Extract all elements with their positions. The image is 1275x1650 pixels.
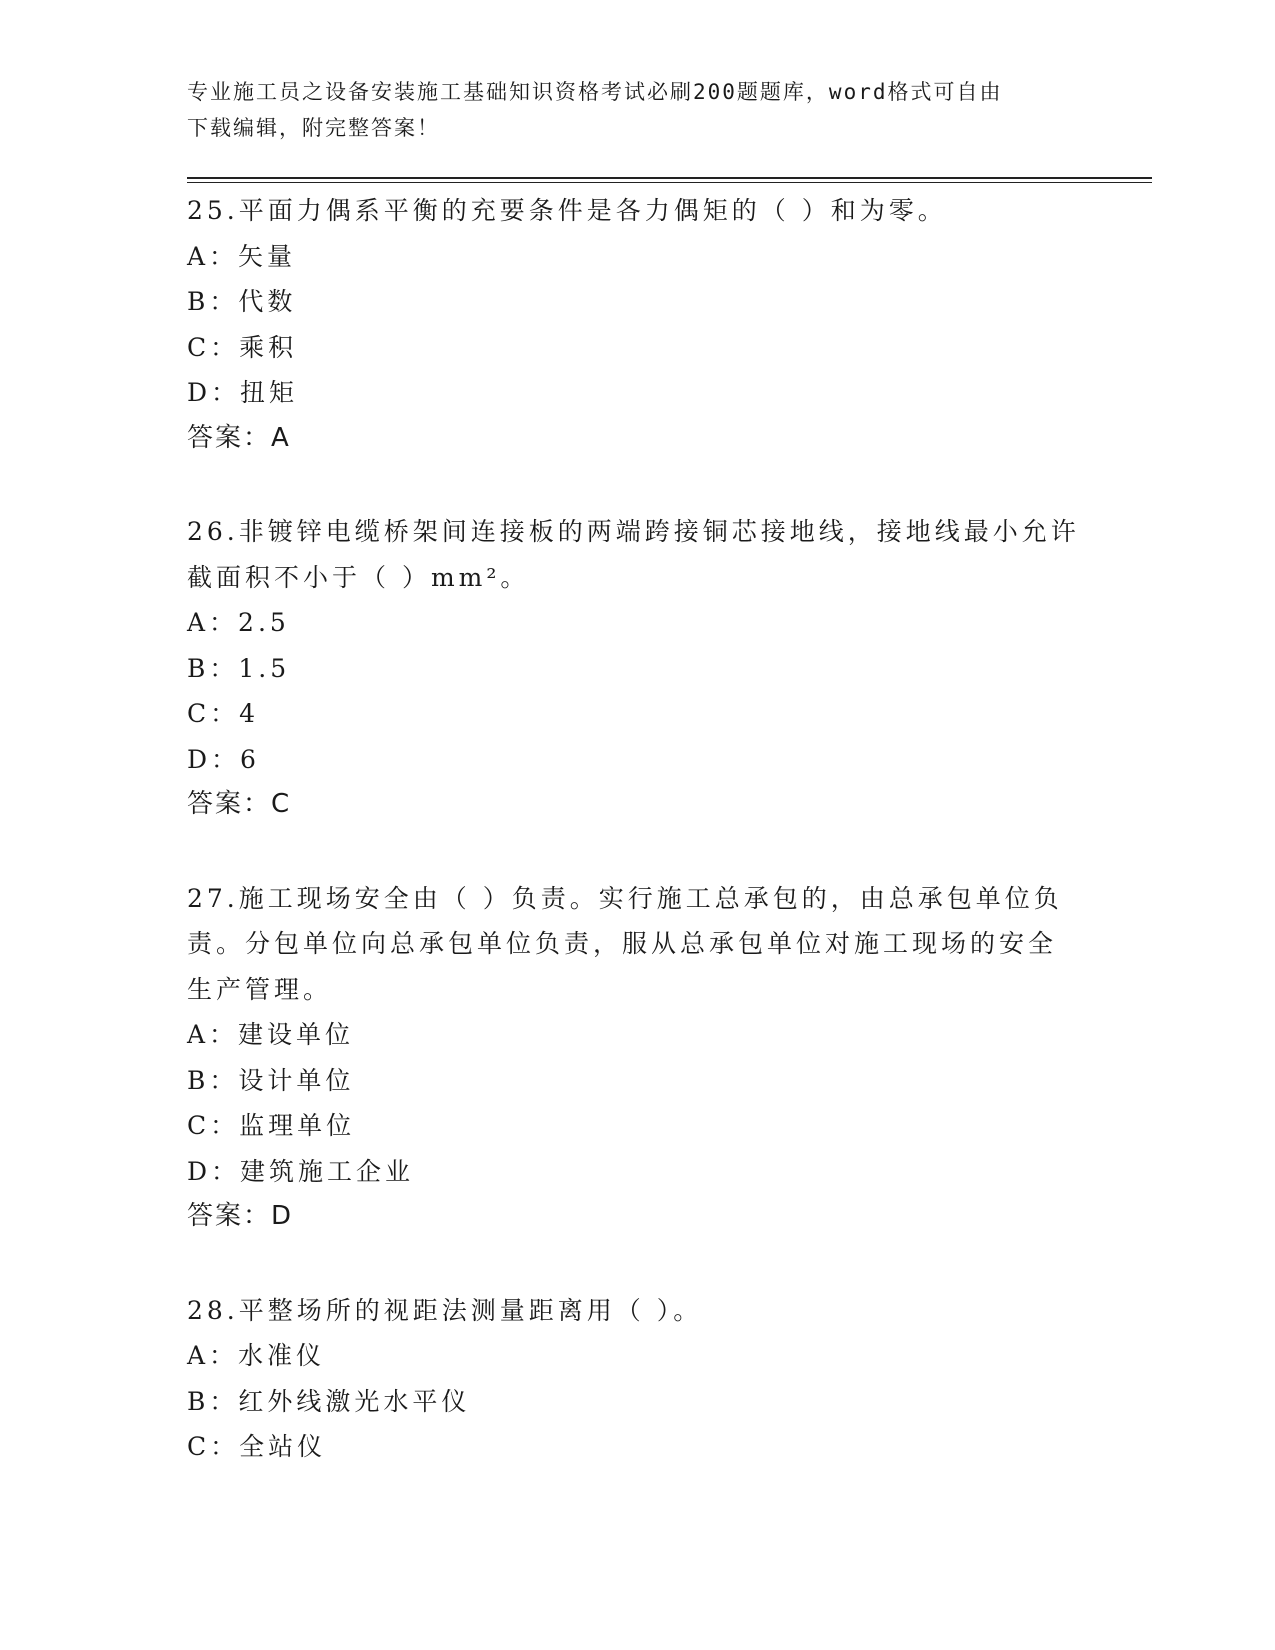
option-a: A：建设单位 [187,1020,355,1049]
option-b: B：1.5 [187,653,291,683]
question-text-line: 27.施工现场安全由（ ）负责。实行施工总承包的，由总承包单位负 [187,883,1063,913]
question-28 [187,1288,1087,1470]
header-divider-thick [187,177,1152,179]
option-c: C：监理单位 [187,1111,356,1140]
question-text-line: 28.平整场所的视距法测量距离用（ ）。 [187,1295,703,1325]
answer-label: 答案：A [187,422,291,453]
header-line-2: 下载编辑，附完整答案！ [187,116,440,140]
question-text-line: 26.非镀锌电缆桥架间连接板的两端跨接铜芯接地线，接地线最小允许 [187,517,1080,546]
option-d: D：建筑施工企业 [187,1156,415,1186]
answer-label: 答案：C [187,789,292,819]
question-text-line: 生产管理。 [187,974,333,1004]
option-c: C：4 [187,699,260,728]
question-27 [187,876,1087,1240]
answer-label: 答案：D [187,1201,294,1231]
question-text-line: 责。分包单位向总承包单位负责，服从总承包单位对施工现场的安全 [187,929,1058,958]
question-list [187,188,1087,1518]
option-b: B：代数 [187,287,297,316]
option-a: A：矢量 [187,241,297,271]
question-25 [187,188,1087,461]
option-b: B：红外线激光水平仪 [187,1386,471,1416]
header-divider-thin [187,182,1152,183]
option-c: C：乘积 [187,332,298,362]
option-a: A：2.5 [187,608,290,637]
question-text-line: 25.平面力偶系平衡的充要条件是各力偶矩的（ ）和为零。 [187,196,947,225]
question-26 [187,509,1087,828]
document-header [187,74,1087,146]
option-c: C：全站仪 [187,1432,327,1461]
option-a: A：水准仪 [187,1341,326,1370]
option-d: D：扭矩 [187,378,299,407]
option-b: B：设计单位 [187,1065,355,1095]
option-d: D：6 [187,744,260,774]
question-text-line: 截面积不小于（ ）mm²。 [187,562,530,592]
header-line-1: 专业施工员之设备安装施工基础知识资格考试必刷200题题库，word格式可自由 [187,80,1003,104]
